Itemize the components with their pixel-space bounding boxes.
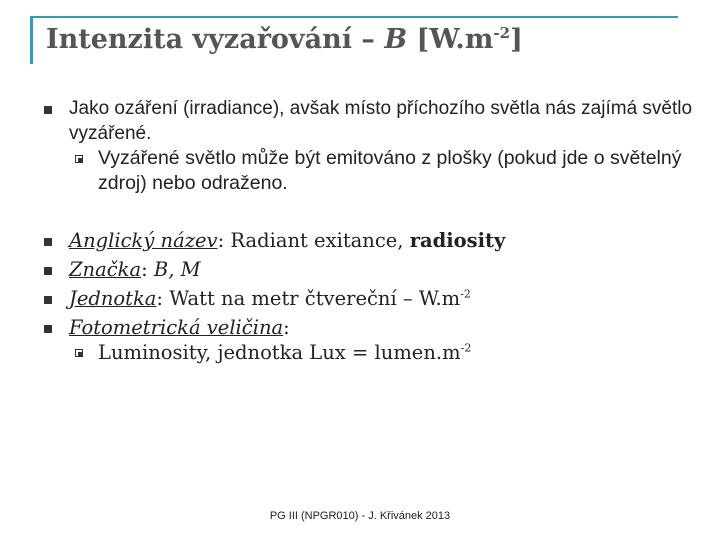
bullet-item-english-name	[44, 228, 694, 253]
title-close: ]	[510, 24, 523, 55]
definition-text: Jako ozáření (irradiance), avšak místo příchozího světla nás zajímá světlo vyzářené.	[69, 98, 693, 144]
title-area	[30, 16, 678, 64]
radiosity-term: radiosity	[409, 229, 506, 252]
unit-label: Jednotka	[69, 287, 157, 310]
title-top-rule	[30, 16, 678, 18]
square-bullet-icon	[44, 296, 52, 304]
hollow-square-bullet-icon	[75, 349, 83, 357]
title-exponent: -2	[493, 24, 511, 42]
square-bullet-icon	[44, 325, 52, 333]
bullet-item-unit	[44, 286, 694, 311]
luminosity-exponent: -2	[460, 341, 472, 355]
square-bullet-icon	[44, 267, 52, 275]
english-name-label: Anglický název	[69, 229, 218, 252]
bullet-item-photometric	[44, 315, 694, 365]
bullet-item-definition	[44, 96, 694, 196]
bullet-list	[44, 96, 694, 365]
english-name-text: : Radiant exitance,	[217, 229, 410, 252]
hollow-square-bullet-icon	[75, 155, 83, 163]
luminosity-text: Luminosity, jednotka Lux = lumen.m	[98, 341, 461, 364]
title-left-rule	[30, 16, 33, 64]
slide-footer: PG III (NPGR010) - J. Křivánek 2013	[269, 510, 451, 522]
unit-exponent: -2	[460, 287, 471, 301]
square-bullet-icon	[44, 106, 52, 114]
symbol-sep: :	[141, 258, 154, 281]
slide-title	[46, 24, 523, 55]
title-main: Intenzita vyzařování –	[46, 24, 385, 55]
square-bullet-icon	[44, 238, 52, 246]
photometric-label: Fotometrická veličina	[69, 316, 284, 339]
sub-item-emission	[69, 146, 694, 196]
title-unit: [W.m	[407, 24, 494, 55]
unit-text: : Watt na metr čtvereční – W.m	[156, 287, 461, 310]
sub-item-luminosity	[69, 340, 694, 365]
photometric-sep: :	[283, 316, 290, 339]
title-symbol: B	[384, 24, 408, 55]
emission-text: Vyzářené světlo může být emitováno z plošky (pokud jde o světelný zdroj) nebo odraženo.	[98, 147, 682, 194]
bullet-item-symbol	[44, 257, 694, 282]
symbol-value: B, M	[153, 258, 201, 281]
symbol-label: Značka	[69, 258, 142, 281]
